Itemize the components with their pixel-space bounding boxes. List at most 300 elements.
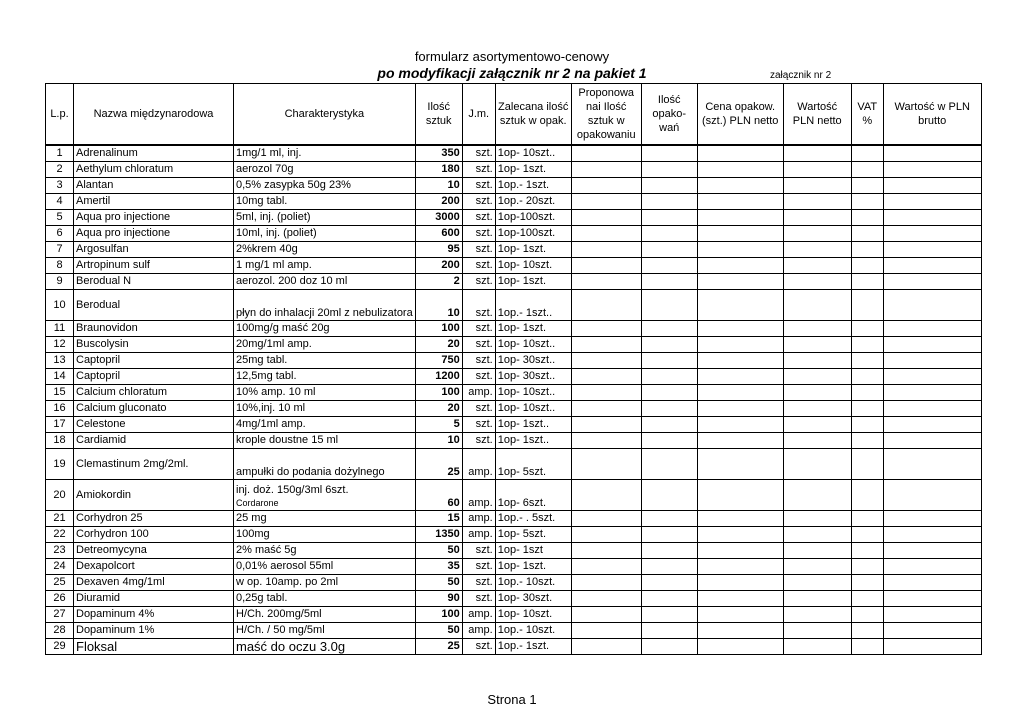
proposed-cell [571,145,641,162]
proposed-cell [571,290,641,321]
gross-value-cell [883,623,981,639]
price-cell [697,575,783,591]
name-cell: Amiokordin [74,480,234,511]
unit-cell: szt. [462,417,495,433]
lp-cell: 19 [46,449,74,480]
proposed-cell [571,178,641,194]
unit-cell: szt. [462,401,495,417]
proposed-cell [571,194,641,210]
price-cell [697,417,783,433]
name-cell: Clemastinum 2mg/2ml. [74,449,234,480]
vat-cell [851,639,883,655]
quantity-cell: 200 [415,194,462,210]
lp-cell: 1 [46,145,74,162]
gross-value-cell [883,639,981,655]
table-row [46,274,982,290]
price-cell [697,527,783,543]
vat-cell [851,226,883,242]
characteristic-cell: aerozol. 200 doz 10 ml [234,274,416,290]
vat-cell [851,178,883,194]
packs-cell [641,639,697,655]
table-row [46,559,982,575]
recommended-cell: 1op.- 10szt. [495,575,571,591]
net-value-cell [783,623,851,639]
characteristic-cell: 25 mg [234,511,416,527]
gross-value-cell [883,210,981,226]
name-cell: Dopaminum 1% [74,623,234,639]
packs-cell [641,527,697,543]
characteristic-cell: 12,5mg tabl. [234,369,416,385]
name-cell: Alantan [74,178,234,194]
lp-cell: 27 [46,607,74,623]
lp-cell: 14 [46,369,74,385]
lp-cell: 16 [46,401,74,417]
quantity-cell: 50 [415,575,462,591]
name-cell: Dexaven 4mg/1ml [74,575,234,591]
recommended-cell: 1op.- 1szt. [495,639,571,655]
lp-cell: 17 [46,417,74,433]
characteristic-cell: 4mg/1ml amp. [234,417,416,433]
characteristic-cell: H/Ch. / 50 mg/5ml [234,623,416,639]
vat-cell [851,337,883,353]
proposed-cell [571,369,641,385]
recommended-cell: 1op- 1szt.. [495,417,571,433]
packs-cell [641,274,697,290]
col-name: Nazwa międzynarodowa [74,84,234,146]
packs-cell [641,401,697,417]
name-cell: Amertil [74,194,234,210]
gross-value-cell [883,178,981,194]
name-cell: Buscolysin [74,337,234,353]
packs-cell [641,449,697,480]
quantity-cell: 100 [415,385,462,401]
unit-cell: szt. [462,194,495,210]
form-subtitle: po modyfikacji załącznik nr 2 na pakiet 1 [377,65,647,81]
name-cell: Aqua pro injectione [74,210,234,226]
gross-value-cell [883,290,981,321]
price-cell [697,639,783,655]
packs-cell [641,178,697,194]
net-value-cell [783,194,851,210]
name-cell: Detreomycyna [74,543,234,559]
quantity-cell: 25 [415,449,462,480]
col-proposed: Proponowa nai Ilość sztuk w opakowaniu [571,84,641,146]
vat-cell [851,321,883,337]
name-cell: Cardiamid [74,433,234,449]
name-cell: Dexapolcort [74,559,234,575]
quantity-cell: 25 [415,639,462,655]
col-vat: VAT % [851,84,883,146]
quantity-cell: 60 [415,480,462,511]
name-cell: Calcium chloratum [74,385,234,401]
packs-cell [641,480,697,511]
packs-cell [641,210,697,226]
unit-cell: szt. [462,145,495,162]
proposed-cell [571,623,641,639]
characteristic-cell: 10ml, inj. (poliet) [234,226,416,242]
form-title: formularz asortymentowo-cenowy [414,49,610,64]
table-row [46,591,982,607]
vat-cell [851,623,883,639]
lp-cell: 12 [46,337,74,353]
table-row [46,337,982,353]
gross-value-cell [883,337,981,353]
characteristic-cell: krople doustne 15 ml [234,433,416,449]
gross-value-cell [883,559,981,575]
quantity-cell: 10 [415,178,462,194]
table-row [46,433,982,449]
quantity-cell: 2 [415,274,462,290]
unit-cell: amp. [462,449,495,480]
gross-value-cell [883,607,981,623]
gross-value-cell [883,258,981,274]
name-cell: Celestone [74,417,234,433]
vat-cell [851,543,883,559]
characteristic-cell: 100mg [234,527,416,543]
characteristic-cell: 2% maść 5g [234,543,416,559]
recommended-cell: 1op- 10szt. [495,607,571,623]
vat-cell [851,162,883,178]
price-cell [697,337,783,353]
gross-value-cell [883,433,981,449]
quantity-cell: 100 [415,321,462,337]
unit-cell: szt. [462,210,495,226]
net-value-cell [783,321,851,337]
packs-cell [641,321,697,337]
vat-cell [851,527,883,543]
lp-cell: 5 [46,210,74,226]
lp-cell: 8 [46,258,74,274]
table-row [46,449,982,480]
packs-cell [641,145,697,162]
price-cell [697,178,783,194]
name-cell: Captopril [74,369,234,385]
price-cell [697,258,783,274]
characteristic-cell: aerozol 70g [234,162,416,178]
net-value-cell [783,258,851,274]
gross-value-cell [883,242,981,258]
characteristic-cell: 10mg tabl. [234,194,416,210]
packs-cell [641,511,697,527]
proposed-cell [571,226,641,242]
vat-cell [851,480,883,511]
unit-cell: szt. [462,433,495,449]
proposed-cell [571,401,641,417]
characteristic-cell [234,480,416,511]
characteristic-subtext: Cordarone [236,498,279,508]
vat-cell [851,369,883,385]
net-value-cell [783,353,851,369]
price-cell [697,242,783,258]
characteristic-cell: płyn do inhalacji 20ml z nebulizatora [234,290,416,321]
page-number: Strona 1 [487,692,537,707]
proposed-cell [571,480,641,511]
net-value-cell [783,337,851,353]
packs-cell [641,353,697,369]
table-row [46,145,982,162]
proposed-cell [571,433,641,449]
gross-value-cell [883,511,981,527]
gross-value-cell [883,385,981,401]
gross-value-cell [883,369,981,385]
lp-cell: 10 [46,290,74,321]
characteristic-cell: 0,25g tabl. [234,591,416,607]
characteristic-cell: 100mg/g maść 20g [234,321,416,337]
table-row [46,290,982,321]
vat-cell [851,575,883,591]
quantity-cell: 5 [415,417,462,433]
net-value-cell [783,369,851,385]
proposed-cell [571,639,641,655]
table-row [46,623,982,639]
name-cell: Corhydron 25 [74,511,234,527]
proposed-cell [571,274,641,290]
unit-cell: szt. [462,543,495,559]
vat-cell [851,449,883,480]
recommended-cell: 1op- 10szt. [495,258,571,274]
packs-cell [641,226,697,242]
characteristic-cell: 25mg tabl. [234,353,416,369]
net-value-cell [783,480,851,511]
price-cell [697,511,783,527]
table-row [46,194,982,210]
col-price: Cena opakow.(szt.) PLN netto [697,84,783,146]
recommended-cell: 1op- 1szt.. [495,433,571,449]
recommended-cell: 1op-100szt. [495,226,571,242]
table-row [46,321,982,337]
price-cell [697,543,783,559]
recommended-cell: 1op- 10szt.. [495,145,571,162]
proposed-cell [571,511,641,527]
table-row [46,639,982,655]
unit-cell: szt. [462,337,495,353]
attachment-label: załącznik nr 2 [770,70,832,81]
lp-cell: 21 [46,511,74,527]
packs-cell [641,290,697,321]
name-cell: Floksal [74,639,234,655]
table-row [46,210,982,226]
packs-cell [641,337,697,353]
unit-cell: szt. [462,178,495,194]
proposed-cell [571,321,641,337]
lp-cell: 11 [46,321,74,337]
quantity-cell: 1200 [415,369,462,385]
characteristic-cell: 0,5% zasypka 50g 23% [234,178,416,194]
quantity-cell: 100 [415,607,462,623]
vat-cell [851,511,883,527]
unit-cell: szt. [462,321,495,337]
name-cell: Calcium gluconato [74,401,234,417]
unit-cell: szt. [462,591,495,607]
net-value-cell [783,417,851,433]
name-cell: Dopaminum 4% [74,607,234,623]
characteristic-cell: 0,01% aerosol 55ml [234,559,416,575]
name-cell: Braunovidon [74,321,234,337]
vat-cell [851,353,883,369]
characteristic-text: inj. doż. 150g/3ml 6szt. [236,484,349,496]
price-cell [697,559,783,575]
packs-cell [641,591,697,607]
net-value-cell [783,145,851,162]
unit-cell: szt. [462,162,495,178]
quantity-cell: 350 [415,145,462,162]
quantity-cell: 15 [415,511,462,527]
net-value-cell [783,226,851,242]
unit-cell: amp. [462,623,495,639]
gross-value-cell [883,591,981,607]
name-cell: Aethylum chloratum [74,162,234,178]
unit-cell: szt. [462,353,495,369]
lp-cell: 3 [46,178,74,194]
unit-cell: amp. [462,385,495,401]
col-unit: J.m. [462,84,495,146]
recommended-cell: 1op- 30szt. [495,591,571,607]
table-row [46,162,982,178]
vat-cell [851,242,883,258]
proposed-cell [571,591,641,607]
price-cell [697,353,783,369]
table-row [46,607,982,623]
name-cell: Captopril [74,353,234,369]
quantity-cell: 10 [415,290,462,321]
quantity-cell: 200 [415,258,462,274]
quantity-cell: 750 [415,353,462,369]
recommended-cell: 1op- 5szt. [495,449,571,480]
proposed-cell [571,575,641,591]
gross-value-cell [883,575,981,591]
gross-value-cell [883,274,981,290]
lp-cell: 28 [46,623,74,639]
packs-cell [641,258,697,274]
vat-cell [851,417,883,433]
unit-cell: amp. [462,480,495,511]
vat-cell [851,607,883,623]
table-body [46,145,982,655]
quantity-cell: 20 [415,337,462,353]
recommended-cell: 1op- 1szt. [495,242,571,258]
vat-cell [851,433,883,449]
recommended-cell: 1op- 10szt.. [495,337,571,353]
recommended-cell: 1op- 30szt.. [495,353,571,369]
quantity-cell: 95 [415,242,462,258]
characteristic-cell: H/Ch. 200mg/5ml [234,607,416,623]
vat-cell [851,210,883,226]
table-row [46,369,982,385]
gross-value-cell [883,401,981,417]
name-cell: Argosulfan [74,242,234,258]
col-gross-value: Wartość w PLN brutto [883,84,981,146]
lp-cell: 24 [46,559,74,575]
unit-cell: szt. [462,369,495,385]
unit-cell: amp. [462,527,495,543]
vat-cell [851,401,883,417]
recommended-cell: 1op- 1szt. [495,559,571,575]
unit-cell: szt. [462,559,495,575]
characteristic-cell: 20mg/1ml amp. [234,337,416,353]
col-packs: Ilość opako-wań [641,84,697,146]
unit-cell: szt. [462,242,495,258]
price-cell [697,480,783,511]
table-row [46,527,982,543]
gross-value-cell [883,527,981,543]
proposed-cell [571,607,641,623]
table-row [46,575,982,591]
quantity-cell: 90 [415,591,462,607]
table-row [46,543,982,559]
col-quantity: Ilość sztuk [415,84,462,146]
quantity-cell: 10 [415,433,462,449]
characteristic-cell: 1 mg/1 ml amp. [234,258,416,274]
gross-value-cell [883,543,981,559]
net-value-cell [783,639,851,655]
unit-cell: amp. [462,607,495,623]
price-cell [697,290,783,321]
unit-cell: szt. [462,226,495,242]
vat-cell [851,274,883,290]
lp-cell: 20 [46,480,74,511]
recommended-cell: 1op- 6szt. [495,480,571,511]
vat-cell [851,385,883,401]
recommended-cell: 1op- 30szt.. [495,369,571,385]
recommended-cell: 1op- 1szt. [495,321,571,337]
packs-cell [641,607,697,623]
recommended-cell: 1op-100szt. [495,210,571,226]
proposed-cell [571,527,641,543]
price-cell [697,145,783,162]
gross-value-cell [883,480,981,511]
proposed-cell [571,353,641,369]
recommended-cell: 1op.- 1szt.. [495,290,571,321]
proposed-cell [571,210,641,226]
proposed-cell [571,242,641,258]
vat-cell [851,194,883,210]
lp-cell: 9 [46,274,74,290]
recommended-cell: 1op- 10szt.. [495,385,571,401]
unit-cell: szt. [462,274,495,290]
net-value-cell [783,511,851,527]
proposed-cell [571,543,641,559]
table-row [46,226,982,242]
net-value-cell [783,433,851,449]
lp-cell: 13 [46,353,74,369]
net-value-cell [783,162,851,178]
net-value-cell [783,527,851,543]
packs-cell [641,543,697,559]
proposed-cell [571,385,641,401]
packs-cell [641,559,697,575]
packs-cell [641,575,697,591]
quantity-cell: 50 [415,623,462,639]
gross-value-cell [883,449,981,480]
price-cell [697,623,783,639]
table-header-row [46,84,982,146]
packs-cell [641,242,697,258]
gross-value-cell [883,417,981,433]
vat-cell [851,591,883,607]
proposed-cell [571,337,641,353]
lp-cell: 7 [46,242,74,258]
unit-cell: szt. [462,575,495,591]
price-cell [697,449,783,480]
packs-cell [641,162,697,178]
price-cell [697,194,783,210]
net-value-cell [783,607,851,623]
price-cell [697,385,783,401]
net-value-cell [783,274,851,290]
unit-cell: szt. [462,258,495,274]
unit-cell: szt. [462,639,495,655]
gross-value-cell [883,226,981,242]
